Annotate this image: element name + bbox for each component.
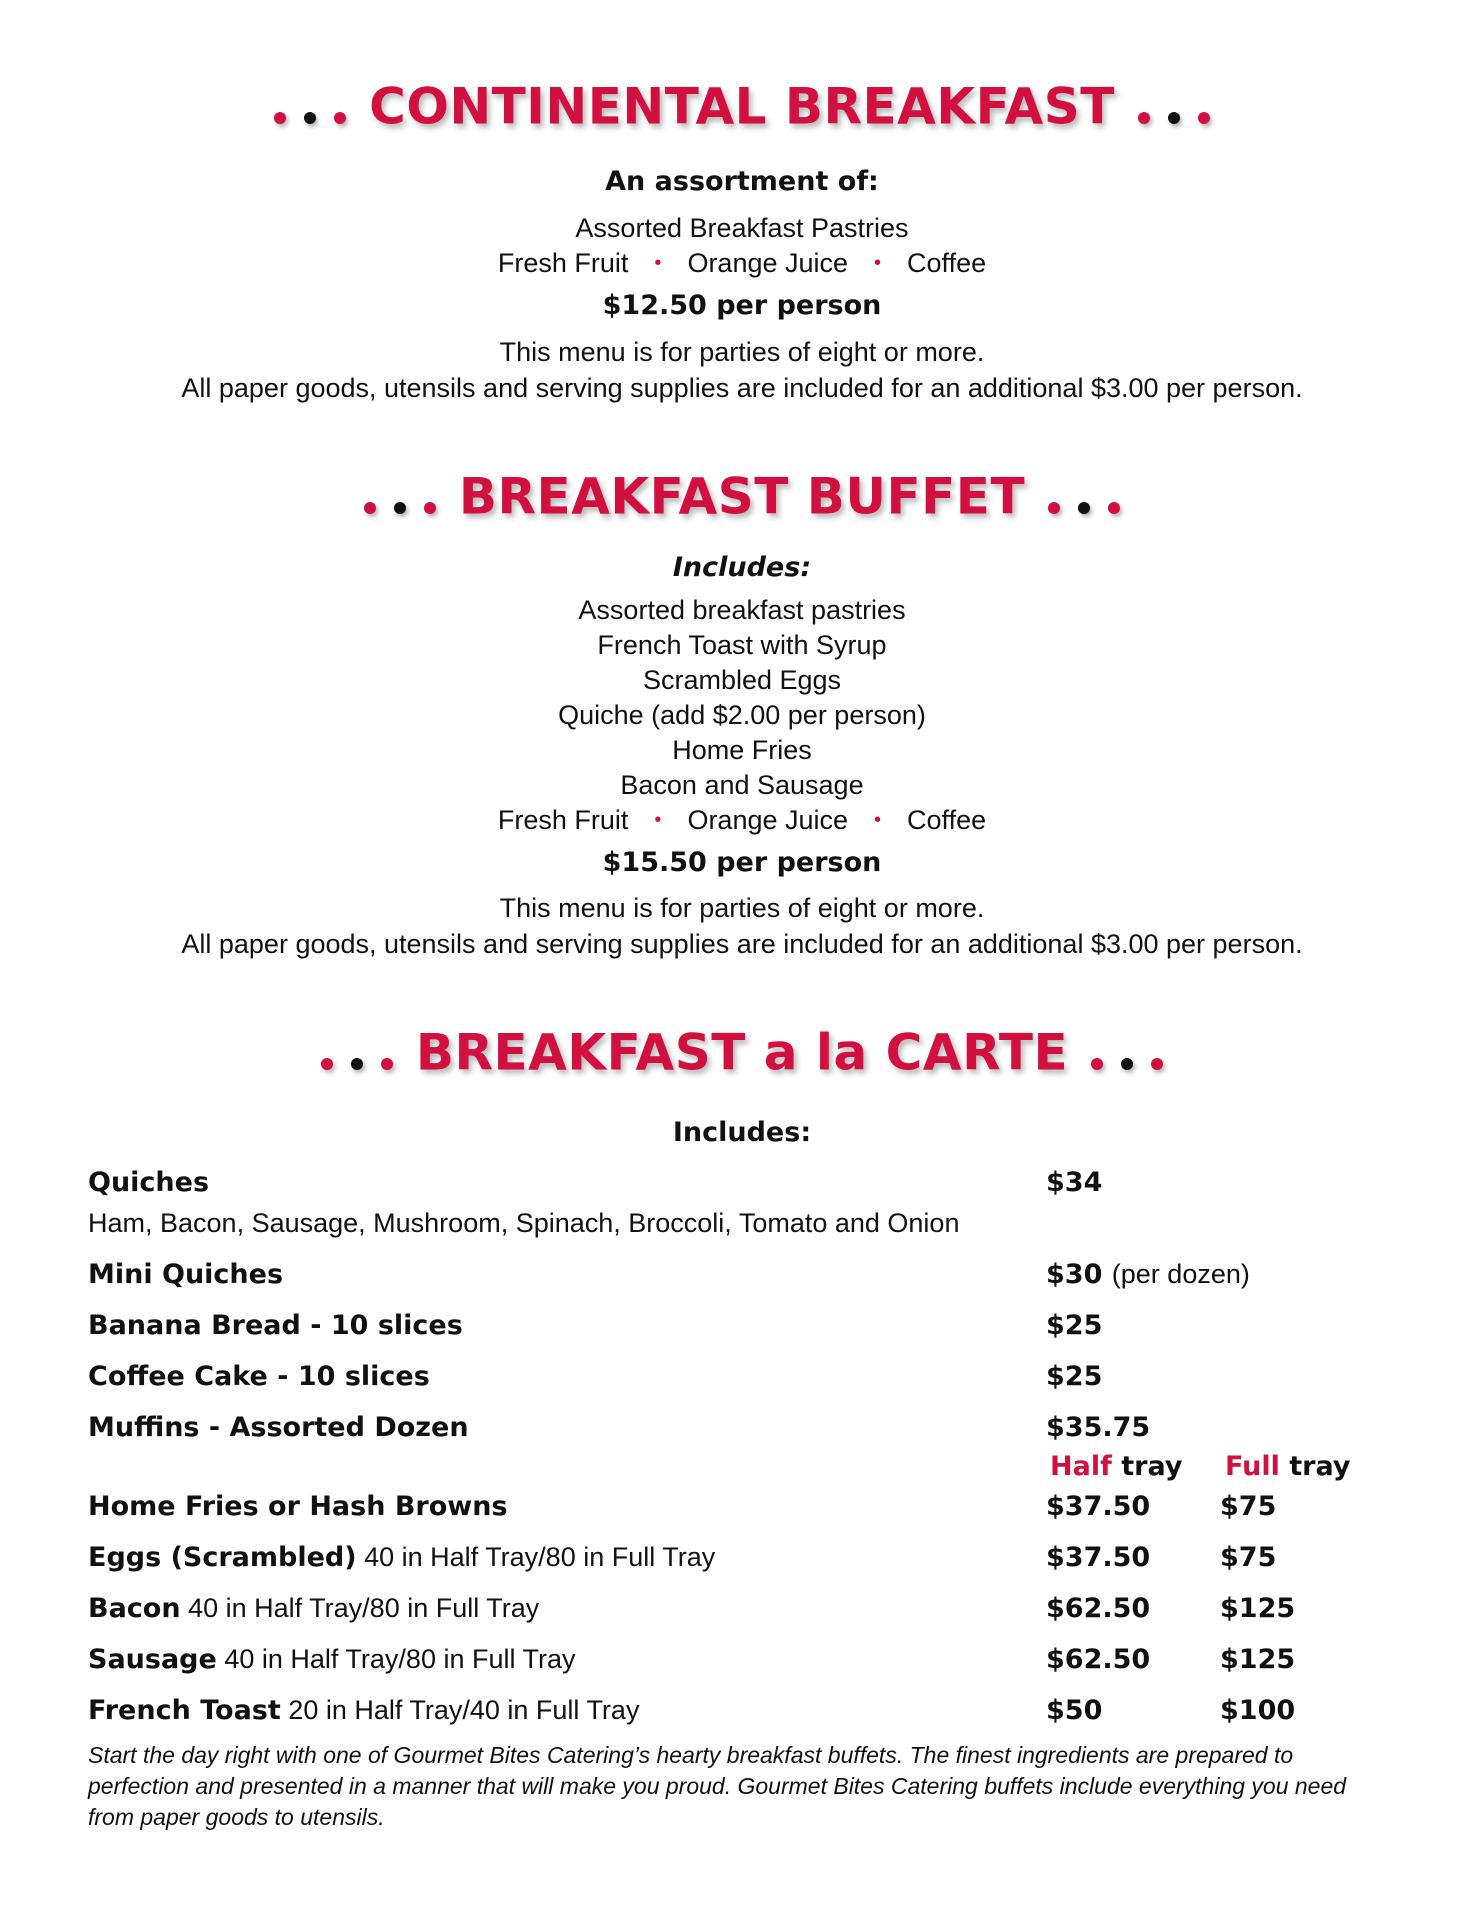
half-tray-price: $37.50 (1046, 1491, 1151, 1522)
full-tray-price: $75 (1220, 1491, 1277, 1522)
heading-dots-right (1082, 1024, 1172, 1082)
carte-heading (0, 1020, 1484, 1082)
footer-description: Start the day right with one of Gourmet Bites Catering’s hearty breakfast buffets. The finest ingredients are prepared to perfection and presented in a manner that will make you proud. Gourmet Bites Catering buffets include everything you need from paper goods to utensils. (88, 1742, 1347, 1830)
buffet-line: French Toast with Syrup (597, 630, 887, 660)
item-orange-juice: Orange Juice (687, 805, 849, 835)
buffet-subtitle: Includes: (672, 552, 812, 583)
continental-price: $12.50 per person (602, 290, 882, 321)
half-tray-price: $50 (1046, 1695, 1103, 1726)
continental-title: CONTINENTAL BREAKFAST (369, 77, 1115, 136)
item-name: Coffee Cake - 10 slices (88, 1361, 430, 1392)
heading-dots-left (355, 468, 445, 526)
buffet-price: $15.50 per person (602, 847, 882, 878)
half-tray-price: $37.50 (1046, 1542, 1151, 1573)
item-price: $35.75 (1046, 1412, 1151, 1443)
item-detail: 40 in Half Tray/80 in Full Tray (364, 1542, 716, 1572)
item-fresh-fruit: Fresh Fruit (497, 248, 629, 278)
buffet-note1: This menu is for parties of eight or more. (499, 893, 985, 923)
full-tray-header: Full tray (1225, 1451, 1351, 1482)
continental-subtitle: An assortment of: (605, 166, 879, 197)
item-name: Banana Bread - 10 slices (88, 1310, 463, 1341)
buffet-title: BREAKFAST BUFFET (458, 467, 1026, 526)
item-name: Muffins - Assorted Dozen (88, 1412, 469, 1443)
item-name: Bacon (88, 1593, 181, 1624)
buffet-line: Assorted breakfast pastries (578, 595, 906, 625)
continental-items (0, 246, 1484, 281)
continental-note2: All paper goods, utensils and serving supplies are included for an additional $3.00 per person. (181, 373, 1303, 403)
item-price: $25 (1046, 1361, 1103, 1392)
bullet-separator: • (654, 252, 662, 274)
item-orange-juice: Orange Juice (687, 248, 849, 278)
item-name: French Toast (88, 1695, 281, 1726)
carte-subtitle: Includes: (672, 1117, 812, 1148)
bullet-separator: • (654, 809, 662, 831)
buffet-heading (0, 464, 1484, 526)
half-tray-price: $62.50 (1046, 1644, 1151, 1675)
item-price: $30 (per dozen) (1046, 1259, 1250, 1290)
item-name: Mini Quiches (88, 1259, 284, 1290)
continental-line1: Assorted Breakfast Pastries (575, 213, 909, 243)
item-coffee: Coffee (907, 248, 987, 278)
buffet-note2: All paper goods, utensils and serving supplies are included for an additional $3.00 per person. (181, 929, 1303, 959)
item-coffee: Coffee (907, 805, 987, 835)
item-name: Sausage (88, 1644, 217, 1675)
half-tray-price: $62.50 (1046, 1593, 1151, 1624)
bullet-separator: • (874, 809, 882, 831)
heading-dots-left (312, 1024, 402, 1082)
carte-title: BREAKFAST a la CARTE (415, 1023, 1069, 1082)
full-tray-price: $125 (1220, 1593, 1296, 1624)
item-price: $34 (1046, 1167, 1103, 1198)
buffet-line: Scrambled Eggs (642, 665, 842, 695)
item-price: $25 (1046, 1310, 1103, 1341)
full-tray-price: $75 (1220, 1542, 1277, 1573)
half-tray-header: Half tray (1050, 1451, 1183, 1482)
item-name: Home Fries or Hash Browns (88, 1491, 508, 1522)
item-description: Ham, Bacon, Sausage, Mushroom, Spinach, Broccoli, Tomato and Onion (88, 1208, 960, 1238)
buffet-line: Quiche (add $2.00 per person) (558, 700, 926, 730)
buffet-items (0, 803, 1484, 838)
heading-dots-right (1039, 468, 1129, 526)
full-tray-price: $125 (1220, 1644, 1296, 1675)
item-fresh-fruit: Fresh Fruit (497, 805, 629, 835)
bullet-separator: • (874, 252, 882, 274)
full-tray-price: $100 (1220, 1695, 1296, 1726)
buffet-line: Bacon and Sausage (620, 770, 864, 800)
heading-dots-right (1129, 78, 1219, 136)
buffet-line: Home Fries (672, 735, 812, 765)
item-name: Eggs (Scrambled) (88, 1542, 357, 1573)
heading-dots-left (265, 78, 355, 136)
item-detail: 20 in Half Tray/40 in Full Tray (288, 1695, 640, 1725)
price-note: (per dozen) (1111, 1259, 1250, 1289)
item-detail: 40 in Half Tray/80 in Full Tray (188, 1593, 540, 1623)
continental-heading (0, 74, 1484, 136)
item-name: Quiches (88, 1167, 210, 1198)
item-detail: 40 in Half Tray/80 in Full Tray (224, 1644, 576, 1674)
continental-note1: This menu is for parties of eight or more. (499, 337, 985, 367)
